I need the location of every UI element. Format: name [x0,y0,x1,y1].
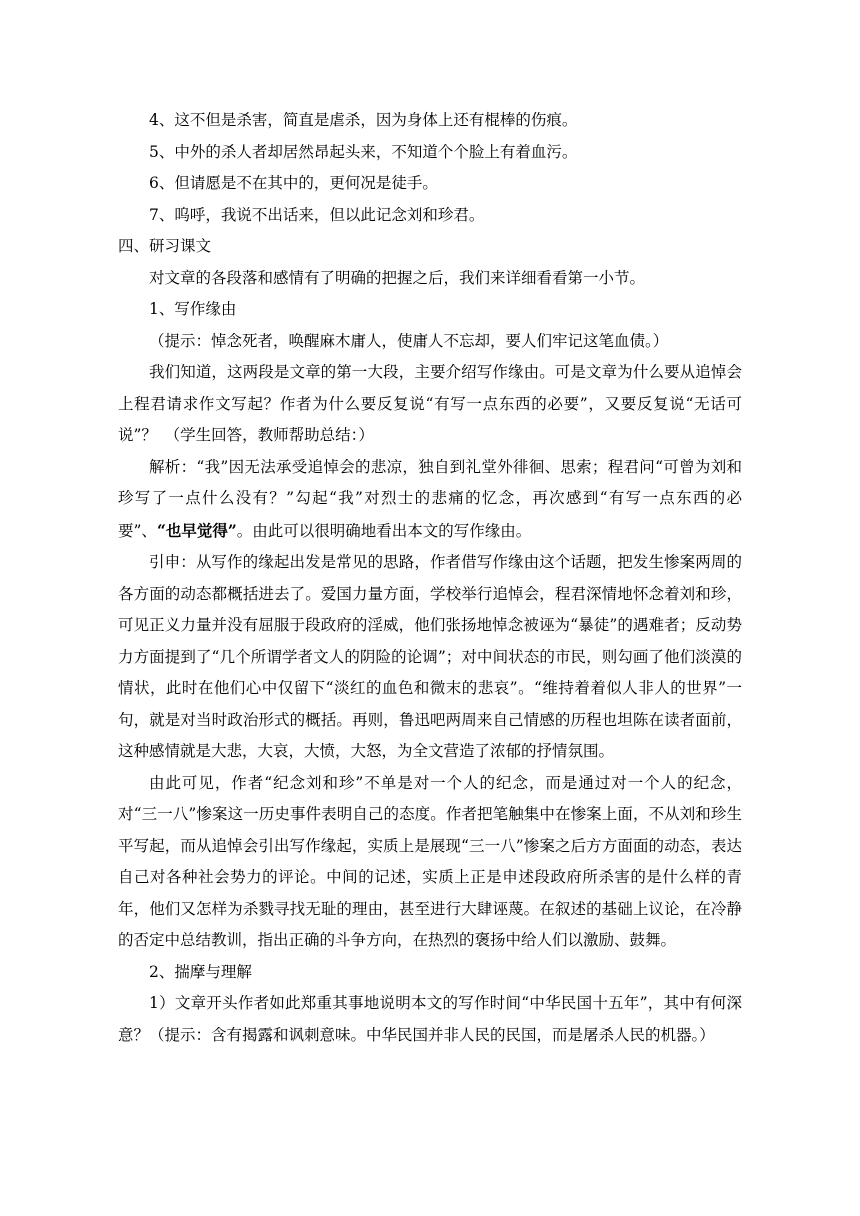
sub-heading-writing-reason: 1、写作缘由 [149,300,237,318]
hint-text: （提示：悼念死者，唤醒麻木庸人，使庸人不忘却，要人们牢记这笔血债。） [149,331,669,350]
extension-paragraph: 引申：从写作的缘起出发是常见的思路，作者借写作缘由这个话题，把发生惨案两周的各方面的动态都概括进去了。爱国力量方面，学校举行追悼会，程君深情地怀念着刘和珍，可见正义力量并没有屈服于段政府的淫威，他们张扬地悼念被诬为“暴徒”的遇难者；反动势力方面提到了“几个所谓学者文人的阴险的论调”；对中间状态的市民，则勾画了他们淡漠的情状，此时在他们心中仅留下“淡红的血色和微末的悲哀”。“维持着着似人非人的世界”一句，就是对当时政治形式的概括。再则，鲁迅吧两周来自己情感的历程也坦陈在读者面前，这种感情就是大悲，大哀，大愤，大怒，为全文营造了浓郁的抒情氛围。 [118,553,742,760]
paragraph: 我们知道，这两段是文章的第一大段，主要介绍写作缘由。可是文章为什么要从追悼会上程君请求作文写起？作者为什么要反复说“有写一点东西的必要”，又要反复说“无话可说”？ （学生回答，教师帮助总结：） [118,363,742,444]
section-heading: 四、研习课文 [118,237,212,255]
sub-heading-understanding: 2、揣摩与理解 [149,962,252,981]
list-item: 7、呜呼，我说不出话来，但以此记念刘和珍君。 [149,205,485,224]
list-item: 4、这不但是杀害，简直是虐杀，因为身体上还有棍棒的伤痕。 [149,111,578,129]
analysis-text-end: 。由此可以很明确地看出本文的写作缘由。 [236,521,532,540]
analysis-text: 解析：“我”因无法承受追悼会的悲凉，独自到礼堂外徘徊、思索；程君问“可曾为刘和珍写了一点什么没有？”勾起“我”对烈士的悲痛的忆念，再次感到“有写一点东西的必要”、 [118,457,742,540]
question-paragraph: 1）文章开头作者如此郑重其事地说明本文的写作时间“中华民国十五年”，其中有何深意？（提示：含有揭露和讽刺意味。中华民国并非人民的民国，而是屠杀人民的机器。） [118,994,742,1044]
list-item: 6、但请愿是不在其中的，更何况是徒手。 [149,174,438,192]
paragraph: 对文章的各段落和感情有了明确的把握之后，我们来详细看看第一小节。 [149,268,646,287]
bold-quote: “也早觉得” [156,520,237,540]
list-item: 5、中外的杀人者却居然昂起头来，不知道个个脸上有着血污。 [149,142,578,161]
document-body [118,105,742,1051]
analysis-paragraph [118,452,742,548]
paragraph: 由此可见，作者“纪念刘和珍”不单是对一个人的纪念，而是通过对一个人的纪念，对“三一八”惨案这一历史事件表明自己的态度。作者把笔触集中在惨案上面，不从刘和珍生平写起，而从追悼会引出写作缘起，实质上是展现“三一八”惨案之后方方面面的动态，表达自己对各种社会势力的评论。中间的记述，实质上正是申述段政府所杀害的是什么样的青年，他们又怎样为杀戮寻找无耻的理由，甚至进行大肆诬蔑。在叙述的基础上议论，在冷静的否定中总结教训，指出正确的斗争方向，在热烈的褒扬中给人们以激励、鼓舞。 [118,773,742,949]
